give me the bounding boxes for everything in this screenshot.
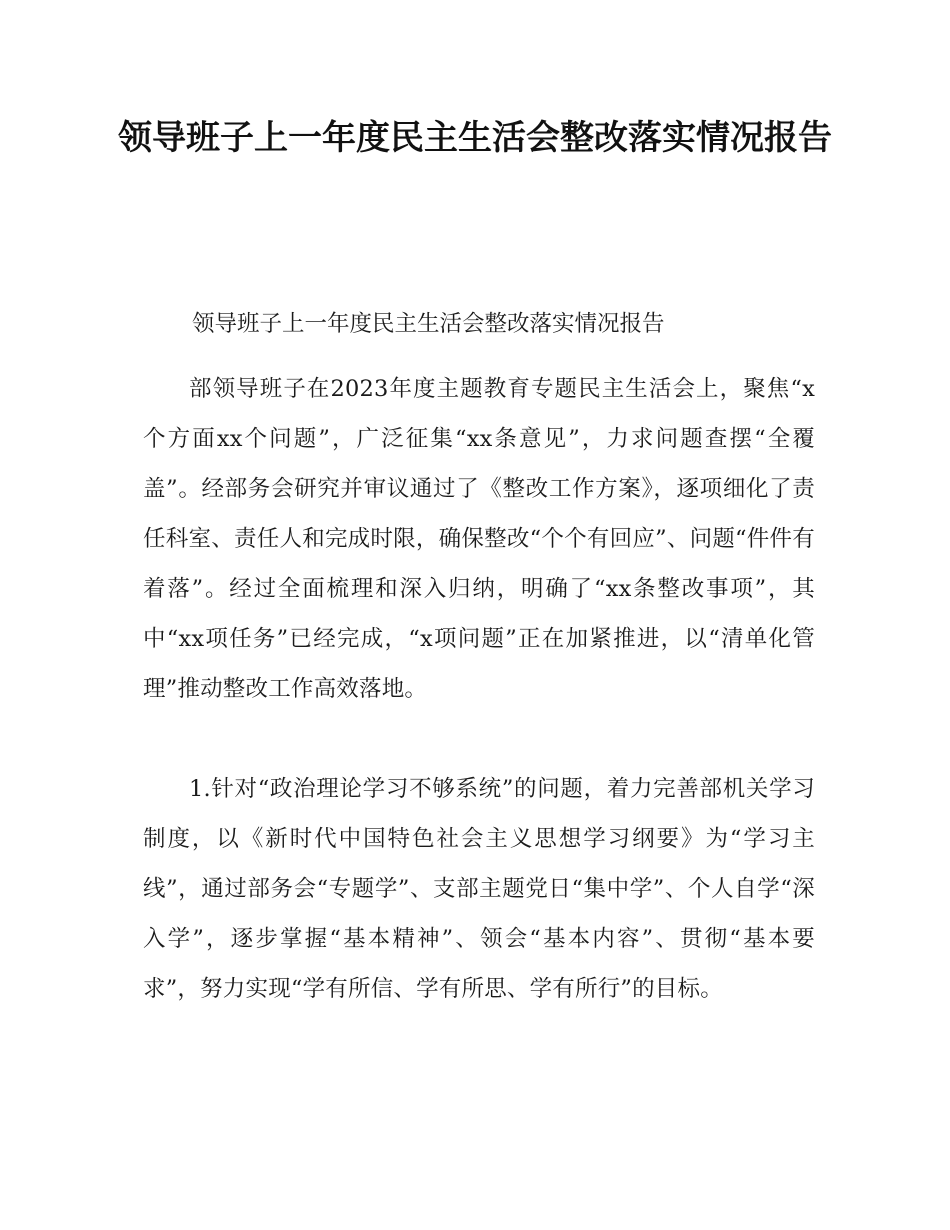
paragraph-intro: 部领导班子在2023年度主题教育专题民主生活会上，聚焦“x个方面xx个问题”，广泛征集“xx条意见”，力求问题查摆“全覆盖”。经部务会研究并审议通过了《整改工作方案》，逐项细化了责任科室、责任人和完成时限，确保整改“个个有回应”、问题“件件有着落”。经过全面梳理和深入归纳，明确了“xx条整改事项”，其中“xx项任务”已经完成，“x项问题”正在加紧推进，以“清单化管理”推动整改工作高效落地。 (143, 376, 815, 702)
paragraph-item-1: 1.针对“政治理论学习不够系统”的问题，着力完善部机关学习制度，以《新时代中国特色社会主义思想学习纲要》为“学习主线”，通过部务会“专题学”、支部主题党日“集中学”、个人自学“深入学”，逐步掌握“基本精神”、领会“基本内容”、贯彻“基本要求”，努力实现“学有所信、学有所思、学有所行”的目标。 (143, 776, 815, 1002)
document-title: 领导班子上一年度民主生活会整改落实情况报告 (118, 118, 832, 158)
document-subtitle: 领导班子上一年度民主生活会整改落实情况报告 (192, 311, 665, 337)
